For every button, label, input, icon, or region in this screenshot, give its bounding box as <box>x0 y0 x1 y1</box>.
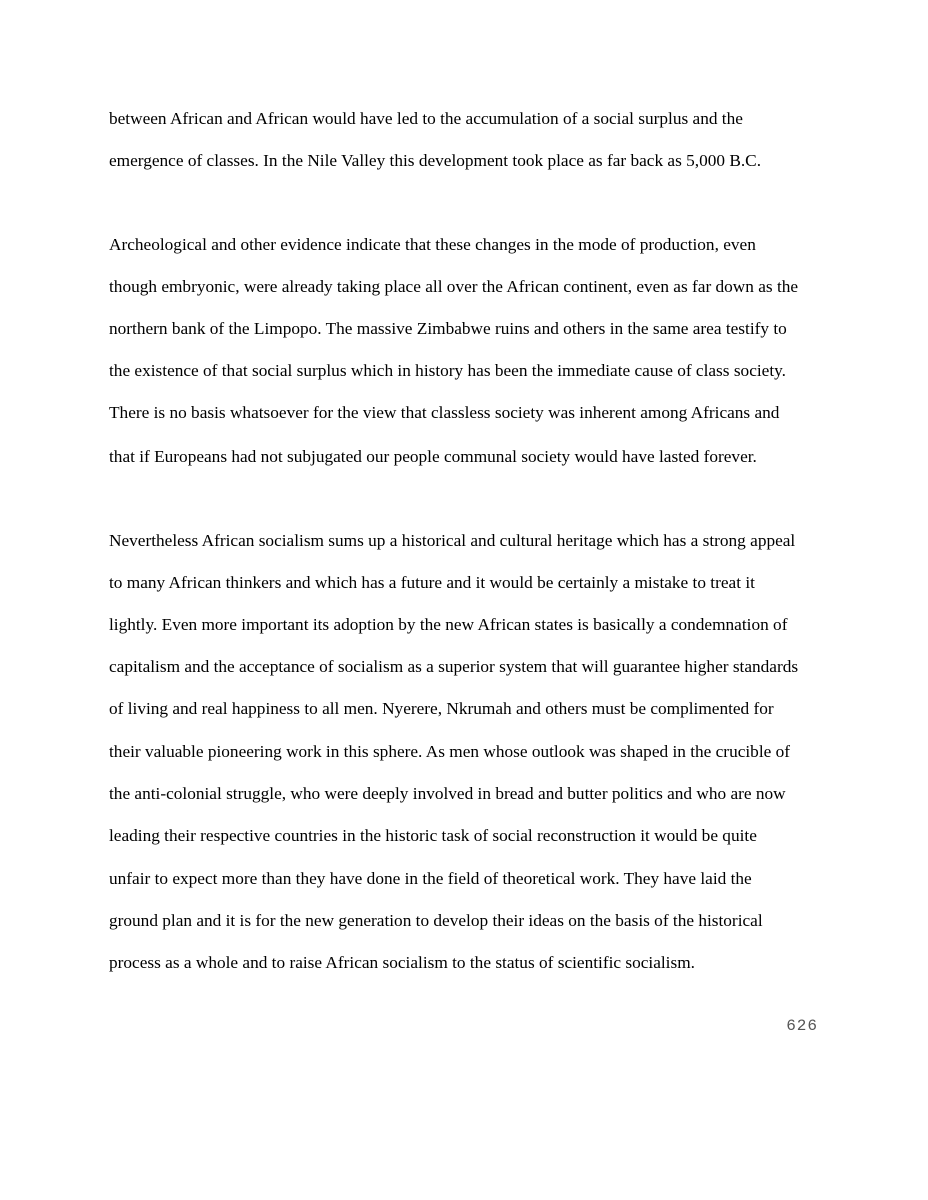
paragraph-1-line-1: between African and African would have led to the accumulation of a social surplus and the <box>109 109 743 128</box>
paragraph-2-line-3: northern bank of the Limpopo. The massive Zimbabwe ruins and others in the same area testify to <box>109 319 787 338</box>
paragraph-3-line-8: leading their respective countries in the historic task of social reconstruction it would be quite <box>109 826 757 845</box>
paragraph-2-line-2: though embryonic, were already taking place all over the African continent, even as far down as the <box>109 277 799 296</box>
paragraph-2-line-6: that if Europeans had not subjugated our people communal society would have lasted forever. <box>109 447 757 466</box>
paragraph-3-line-3: lightly. Even more important its adoption by the new African states is basically a condemnation of <box>109 615 788 634</box>
paragraph-2-line-5: There is no basis whatsoever for the view that classless society was inherent among Africans and <box>109 403 780 422</box>
page-number: 626 <box>786 1017 818 1035</box>
paragraph-3-line-6: their valuable pioneering work in this sphere. As men whose outlook was shaped in the crucible of <box>109 742 791 761</box>
paragraph-3-line-10: ground plan and it is for the new generation to develop their ideas on the basis of the historical <box>109 911 763 930</box>
paragraph-2-line-1: Archeological and other evidence indicate that these changes in the mode of production, even <box>109 235 756 254</box>
paragraph-2-line-4: the existence of that social surplus which in history has been the immediate cause of class society. <box>109 361 786 380</box>
paragraph-3-line-1: Nevertheless African socialism sums up a historical and cultural heritage which has a strong appeal <box>109 531 796 550</box>
paragraph-1-line-2: emergence of classes. In the Nile Valley this development took place as far back as 5,000 B.C. <box>109 151 762 170</box>
paragraph-3-line-2: to many African thinkers and which has a future and it would be certainly a mistake to treat it <box>109 573 755 592</box>
paragraph-3-line-4: capitalism and the acceptance of socialism as a superior system that will guarantee higher standards <box>109 657 799 676</box>
paragraph-3-line-9: unfair to expect more than they have done in the field of theoretical work. They have laid the <box>109 869 752 888</box>
paragraph-3-line-5: of living and real happiness to all men. Nyerere, Nkrumah and others must be complimented for <box>109 699 774 718</box>
paragraph-3-line-7: the anti-colonial struggle, who were deeply involved in bread and butter politics and who are now <box>109 784 786 803</box>
paragraph-3-line-11: process as a whole and to raise African socialism to the status of scientific socialism. <box>109 953 695 972</box>
